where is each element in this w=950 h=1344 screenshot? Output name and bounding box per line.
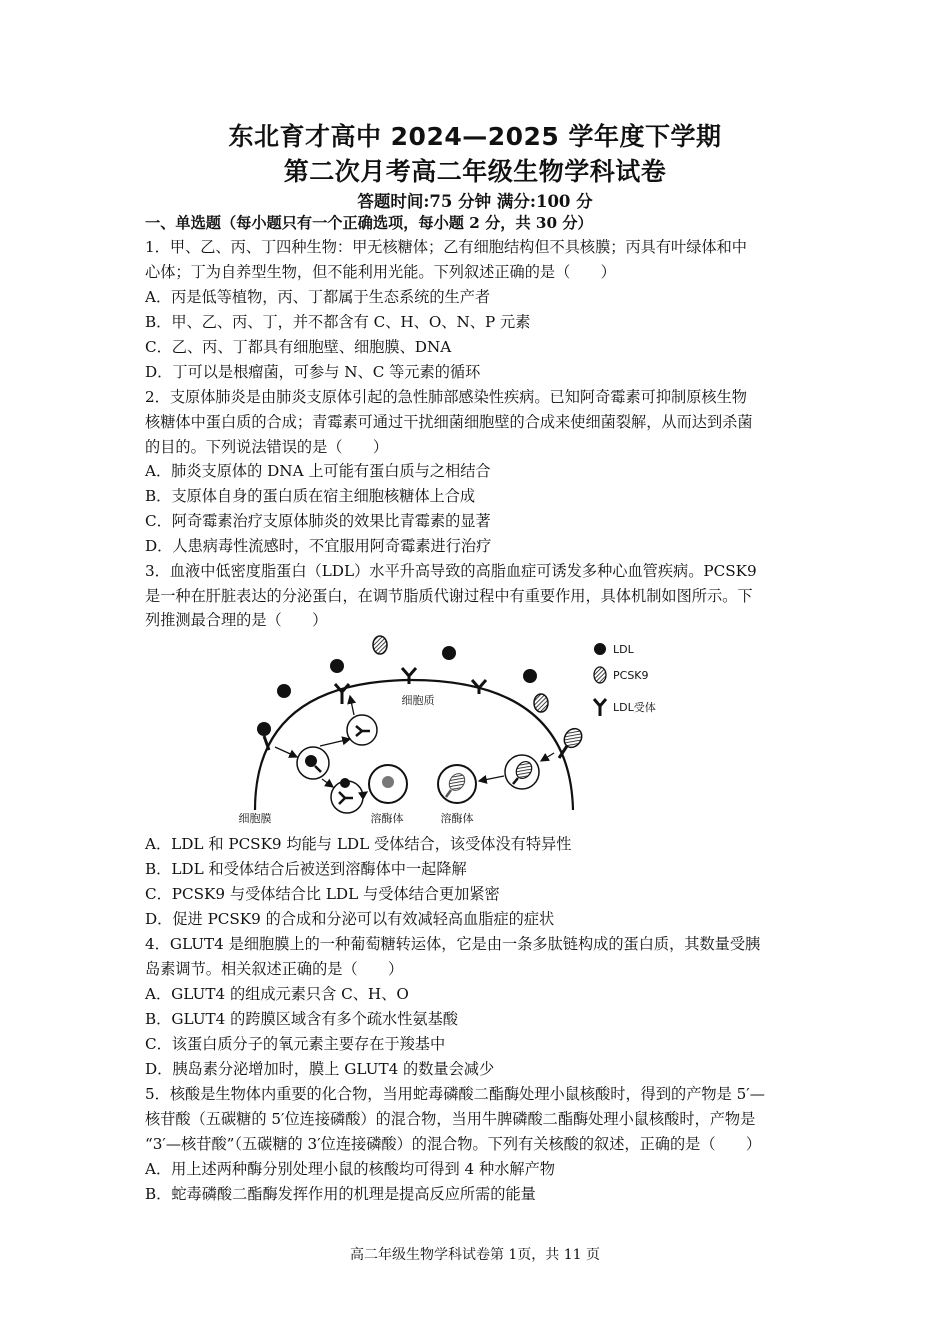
exam-time-score: 答题时间:75 分钟 满分:100 分 [357, 192, 593, 211]
q5-stem-line: 5．核酸是生物体内重要的化合物，当用蛇毒磷酸二酯酶处理小鼠核酸时，得到的产物是 5′— [145, 1085, 765, 1103]
exam-title-line2: 第二次月考高二年级生物学科试卷 [283, 157, 667, 186]
ldl-pcsk9-figure [225, 632, 695, 832]
section-heading: 一、单选题（每小题只有一个正确选项，每小题 2 分，共 30 分） [145, 214, 593, 232]
q4-stem-line: 4．GLUT4 是细胞膜上的一种葡萄糖转运体，它是由一条多肽链构成的蛋白质，其数量受胰 [145, 935, 761, 953]
legend-ldl-icon [594, 643, 606, 655]
ldl-receptor-complex [257, 722, 271, 750]
legend-receptor-icon [594, 699, 606, 716]
legend-ldl-label: LDL [613, 643, 634, 656]
q4-stem-line: 岛素调节。相关叙述正确的是（ ） [145, 960, 404, 978]
q5-option-b: B．蛇毒磷酸二酯酶发挥作用的机理是提高反应所需的能量 [145, 1185, 536, 1203]
q3-stem-line: 是一种在肝脏表达的分泌蛋白，在调节脂质代谢过程中有重要作用，具体机制如图所示。下 [145, 587, 753, 605]
q2-option-d: D．人患病毒性流感时，不宜服用阿奇霉素进行治疗 [145, 537, 492, 555]
q3-option-b: B．LDL 和受体结合后被送到溶酶体中一起降解 [145, 860, 467, 878]
q5-stem-line: “3′—核苷酸”（五碳糖的 3′位连接磷酸）的混合物。下列有关核酸的叙述，正确的是（ ） [145, 1135, 762, 1153]
q3-option-a: A．LDL 和 PCSK9 均能与 LDL 受体结合，该受体没有特异性 [145, 835, 572, 853]
q1-option-b: B．甲、乙、丙、丁，并不都含有 C、H、O、N、P 元素 [145, 313, 531, 331]
q3-stem-line: 3．血液中低密度脂蛋白（LDL）水平升高导致的高脂血症可诱发多种心血管疾病。PCSK9 [145, 562, 757, 580]
lysosome-label: 溶酶体 [440, 812, 474, 825]
pcsk9-particle [373, 636, 387, 654]
q1-option-a: A．丙是低等植物，丙、丁都属于生态系统的生产者 [145, 288, 491, 306]
ldl-particle [523, 669, 537, 683]
pcsk9-particle [534, 694, 548, 712]
q2-option-a: A．肺炎支原体的 DNA 上可能有蛋白质与之相结合 [145, 462, 491, 480]
ldl-receptor-icon [402, 668, 416, 684]
lysosome-label: 溶酶体 [370, 812, 404, 825]
q4-option-b: B．GLUT4 的跨膜区域含有多个疏水性氨基酸 [145, 1010, 458, 1028]
q2-stem-line: 2．支原体肺炎是由肺炎支原体引起的急性肺部感染性疾病。已知阿奇霉素可抑制原核生物 [145, 388, 747, 406]
q1-option-c: C．乙、丙、丁都具有细胞壁、细胞膜、DNA [145, 338, 452, 356]
q1-stem-line: 1．甲、乙、丙、丁四种生物：甲无核糖体；乙有细胞结构但不具核膜；丙具有叶绿体和中 [145, 238, 747, 256]
exam-title-line1: 东北育才高中 2024—2025 学年度下学期 [228, 122, 722, 151]
q3-stem-line: 列推测最合理的是（ ） [145, 611, 328, 629]
q2-stem-line: 的目的。下列说法错误的是（ ） [145, 438, 388, 456]
q4-option-c: C．该蛋白质分子的氧元素主要存在于羧基中 [145, 1035, 446, 1053]
q1-stem-line: 心体；丁为自养型生物，但不能利用光能。下列叙述正确的是（ ） [145, 263, 616, 281]
q3-option-c: C．PCSK9 与受体结合比 LDL 与受体结合更加紧密 [145, 885, 500, 903]
q4-option-a: A．GLUT4 的组成元素只含 C、H、O [145, 985, 409, 1003]
ldl-particle [330, 659, 344, 673]
membrane-label: 细胞膜 [238, 812, 272, 825]
q5-option-a: A．用上述两种酶分别处理小鼠的核酸均可得到 4 种水解产物 [145, 1160, 555, 1178]
q4-option-d: D．胰岛素分泌增加时，膜上 GLUT4 的数量会减少 [145, 1060, 495, 1078]
pcsk9-receptor-complex [559, 725, 585, 758]
q2-option-c: C．阿奇霉素治疗支原体肺炎的效果比青霉素的显著 [145, 512, 491, 530]
legend-receptor-label: LDL受体 [613, 701, 656, 714]
q5-stem-line: 核苷酸（五碳糖的 5′位连接磷酸）的混合物，当用牛脾磷酸二酯酶处理小鼠核酸时，产物是 [145, 1110, 756, 1128]
legend-pcsk9-label: PCSK9 [613, 669, 649, 682]
cytoplasm-label: 细胞质 [401, 694, 435, 707]
legend-pcsk9-icon [594, 667, 606, 683]
q3-option-d: D．促进 PCSK9 的合成和分泌可以有效减轻高血脂症的症状 [145, 910, 555, 928]
q2-option-b: B．支原体自身的蛋白质在宿主细胞核糖体上合成 [145, 487, 476, 505]
ldl-particle [442, 646, 456, 660]
ldl-receptor-icon [335, 684, 349, 704]
ldl-particle [277, 684, 291, 698]
page-footer: 高二年级生物学科试卷第 1页，共 11 页 [349, 1247, 601, 1263]
q2-stem-line: 核糖体中蛋白质的合成；青霉素可通过干扰细菌细胞壁的合成来使细菌裂解，从而达到杀菌 [145, 413, 753, 431]
q1-option-d: D．丁可以是根瘤菌，可参与 N、C 等元素的循环 [145, 363, 481, 381]
